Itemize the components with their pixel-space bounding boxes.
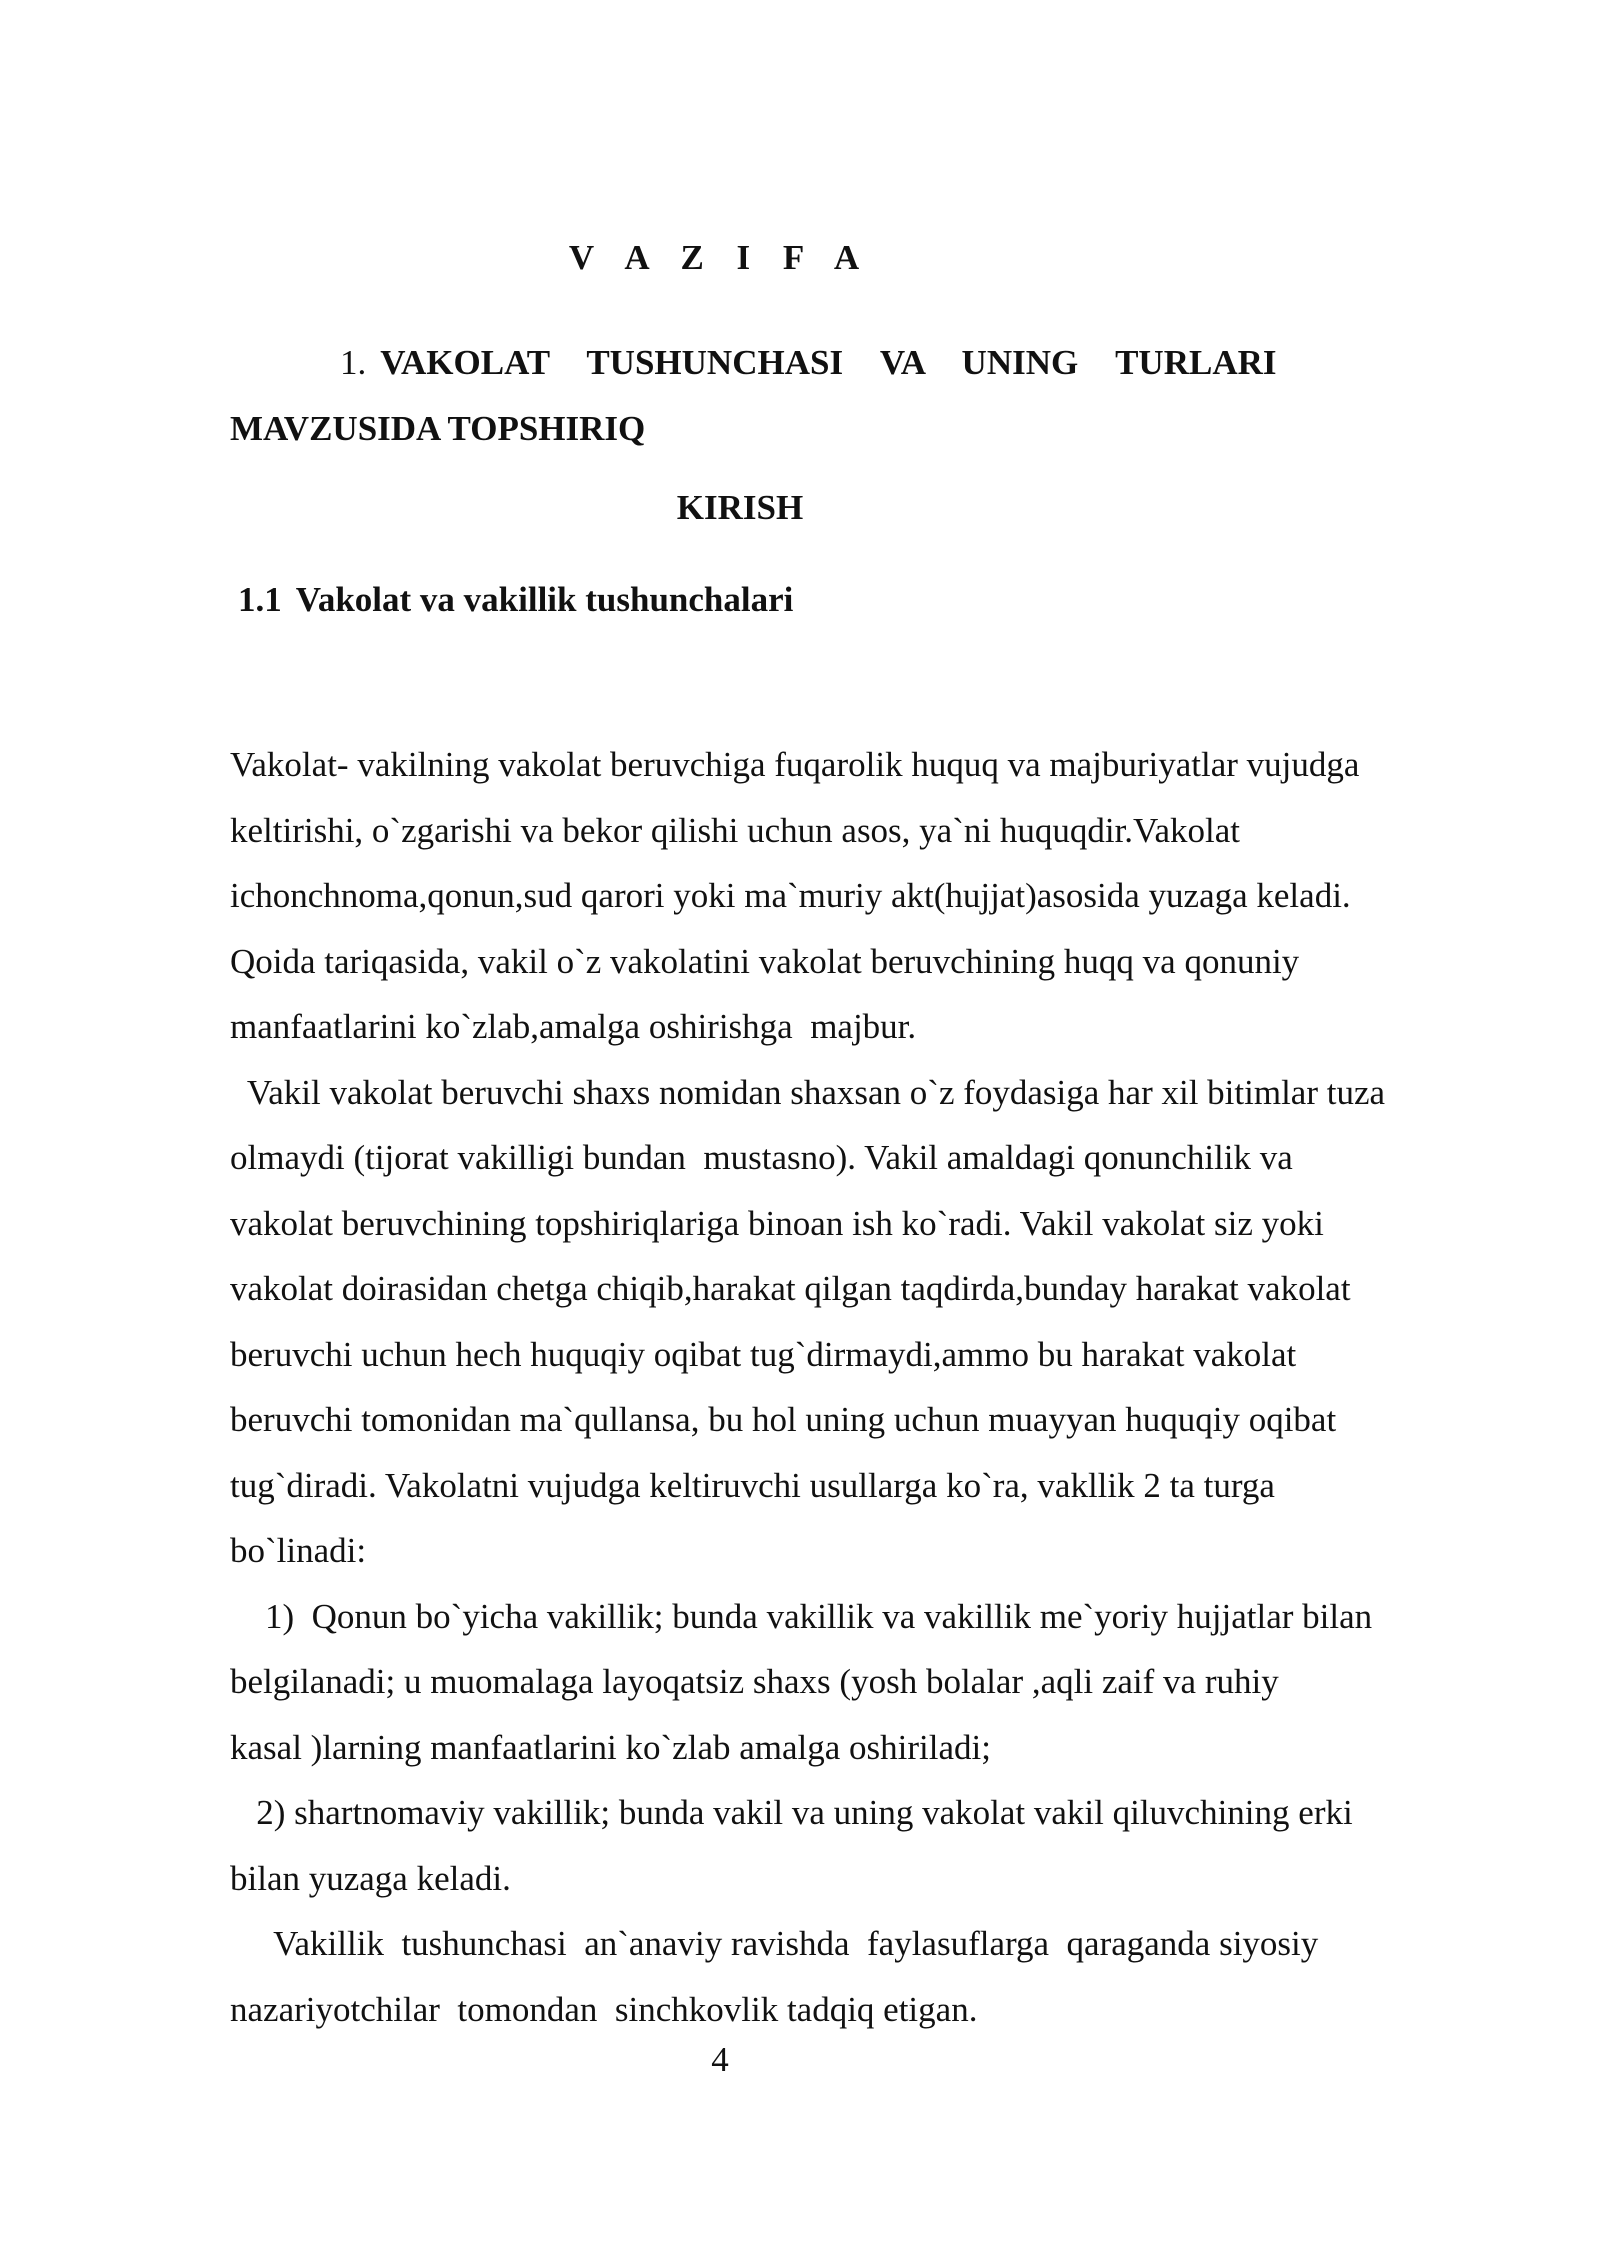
text-line: vakolat beruvchining topshiriqlariga binoan ish ko`radi. Vakil vakolat siz yoki <box>230 1203 1324 1243</box>
text-line: keltirishi, o`zgarishi va bekor qilishi uchun asos, ya`ni huquqdir.Vakolat <box>230 810 1240 850</box>
text-line: nazariyotchilar tomondan sinchkovlik tadqiq etigan. <box>230 1989 978 2029</box>
section-heading-line-1 <box>230 330 1370 396</box>
text-line: 2) shartnomaviy vakillik; bunda vakil va uning vakolat vakil qiluvchining erki <box>230 1793 1353 1832</box>
subsection-title: Vakolat va vakillik tushunchalari <box>295 580 794 619</box>
section-heading <box>230 330 1370 462</box>
document-title: V A Z I F A <box>568 238 872 277</box>
introduction-heading: KIRISH <box>676 488 804 527</box>
text-line: ichonchnoma,qonun,sud qarori yoki ma`muriy akt(hujjat)asosida yuzaga keladi. <box>230 876 1351 915</box>
page-number: 4 <box>711 2040 729 2079</box>
text-line: bilan yuzaga keladi. <box>230 1858 511 1898</box>
text-line: bo`linadi: <box>230 1531 367 1570</box>
section-heading-line-2: MAVZUSIDA TOPSHIRIQ <box>230 409 646 448</box>
text-line: beruvchi tomonidan ma`qullansa, bu hol uning uchun muayyan huquqiy oqibat <box>230 1400 1337 1439</box>
text-line: Qoida tariqasida, vakil o`z vakolatini vakolat beruvchining huqq va qonuniy <box>230 941 1300 981</box>
text-line: Vakolat- vakilning vakolat beruvchiga fuqarolik huquq va majburiyatlar vujudga <box>230 745 1360 784</box>
subsection-heading <box>238 580 793 620</box>
text-line: vakolat doirasidan chetga chiqib,harakat qilgan taqdirda,bunday harakat vakolat <box>230 1269 1351 1308</box>
text-line: beruvchi uchun hech huquqiy oqibat tug`dirmaydi,ammo bu harakat vakolat <box>230 1334 1297 1374</box>
section-number: 1. <box>340 343 367 382</box>
section-heading-text: VAKOLAT TUSHUNCHASI VA UNING TURLARI <box>380 343 1277 382</box>
text-line: Vakillik tushunchasi an`anaviy ravishda faylasuflarga qaraganda siyosiy <box>230 1924 1319 1963</box>
text-line: kasal )larning manfaatlarini ko`zlab amalga oshiriladi; <box>230 1727 991 1767</box>
text-line: tug`diradi. Vakolatni vujudga keltiruvchi usullarga ko`ra, vakllik 2 ta turga <box>230 1465 1275 1505</box>
subsection-number: 1.1 <box>238 580 282 619</box>
text-line: manfaatlarini ko`zlab,amalga oshirishga majbur. <box>230 1007 917 1046</box>
text-line: 1) Qonun bo`yicha vakillik; bunda vakillik va vakillik me`yoriy hujjatlar bilan <box>230 1596 1373 1636</box>
text-line: olmaydi (tijorat vakilligi bundan mustasno). Vakil amaldagi qonunchilik va <box>230 1138 1293 1177</box>
text-line: belgilanadi; u muomalaga layoqatsiz shaxs (yosh bolalar ,aqli zaif va ruhiy <box>230 1662 1279 1701</box>
body-text <box>230 732 1510 2042</box>
text-line: Vakil vakolat beruvchi shaxs nomidan shaxsan o`z foydasiga har xil bitimlar tuza <box>230 1072 1386 1112</box>
